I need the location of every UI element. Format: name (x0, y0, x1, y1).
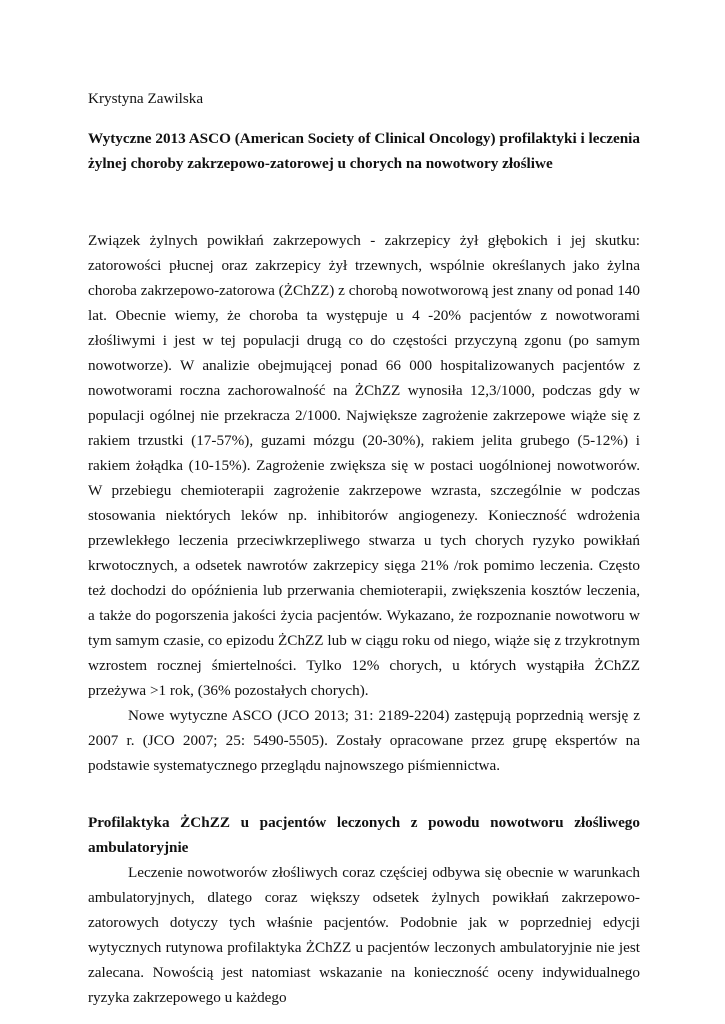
document-title: Wytyczne 2013 ASCO (American Society of Clinical Oncology) profilaktyki i leczenia żylnej choroby zakrzepowo-zatorowej u chorych na nowotwory złośliwe (88, 130, 640, 172)
author-name: Krystyna Zawilska (88, 90, 204, 107)
section-heading: Profilaktyka ŻChZZ u pacjentów leczonych z powodu nowotworu złośliwego ambulatoryjnie (88, 814, 640, 856)
document-body (88, 86, 640, 1010)
guidelines-paragraph: Nowe wytyczne ASCO (JCO 2013; 31: 2189-2204) zastępują poprzednią wersję z 2007 r. (JCO 2007; 25: 5490-5505). Zostały opracowane przez grupę ekspertów na podstawie systematycznego przeglądu najnowszego piśmiennictwa. (88, 707, 640, 774)
intro-paragraph: Związek żylnych powikłań zakrzepowych - zakrzepicy żył głębokich i jej skutku: zatorowości płucnej oraz zakrzepicy żył trzewnych, wspólnie określanych jako żylna choroba zakrzepowo-zatorowa (ŻChZZ) z chorobą nowotworową jest znany od ponad 140 lat. Obecnie wiemy, że choroba ta występuje u 4 -20% pacjentów z nowotworami złośliwymi i jest w tej populacji drugą co do częstości przyczyną zgonu (po samym nowotworze). W analizie obejmującej ponad 66 000 hospitalizowanych pacjentów z nowotworami roczna zachorowalność na ŻChZZ wynosiła 12,3/1000, podczas gdy w populacji ogólnej nie przekracza 2/1000. Największe zagrożenie zakrzepowe wiąże się z rakiem trzustki (17-57%), guzami mózgu (20-30%), rakiem jelita grubego (5-12%) i rakiem żołądka (10-15%). Zagrożenie zwiększa się w postaci uogólnionej nowotworów. W przebiegu chemioterapii zagrożenie zakrzepowe wzrasta, szczególnie w podczas stosowania niektórych leków np. inhibitorów angiogenezy. Konieczność wdrożenia przewlekłego leczenia przeciwkrzepliwego stwarza u tych chorych ryzyko powikłań krwotocznych, a odsetek nawrotów zakrzepicy sięga 21% /rok pomimo leczenia. Często też dochodzi do opóźnienia lub przerwania chemioterapii, zwiększenia kosztów leczenia, a także do pogorszenia jakości życia pacjentów. Wykazano, że rozpoznanie nowotworu w tym samym czasie, co epizodu ŻChZZ lub w ciągu roku od niego, wiąże się z trzykrotnym wzrostem rocznej śmiertelności. Tylko 12% chorych, u których wystąpiła ŻChZZ przeżywa >1 rok, (36% pozostałych chorych). (88, 232, 640, 699)
section-paragraph: Leczenie nowotworów złośliwych coraz częściej odbywa się obecnie w warunkach ambulatoryjnych, dlatego coraz większy odsetek żylnych powikłań zakrzepowo-zatorowych dotyczy tych właśnie pacjentów. Podobnie jak w poprzedniej edycji wytycznych rutynowa profilaktyka ŻChZZ u pacjentów leczonych ambulatoryjnie nie jest zalecana. Nowością jest natomiast wskazanie na konieczność oceny indywidualnego ryzyka zakrzepowego u każdego (88, 864, 640, 1006)
